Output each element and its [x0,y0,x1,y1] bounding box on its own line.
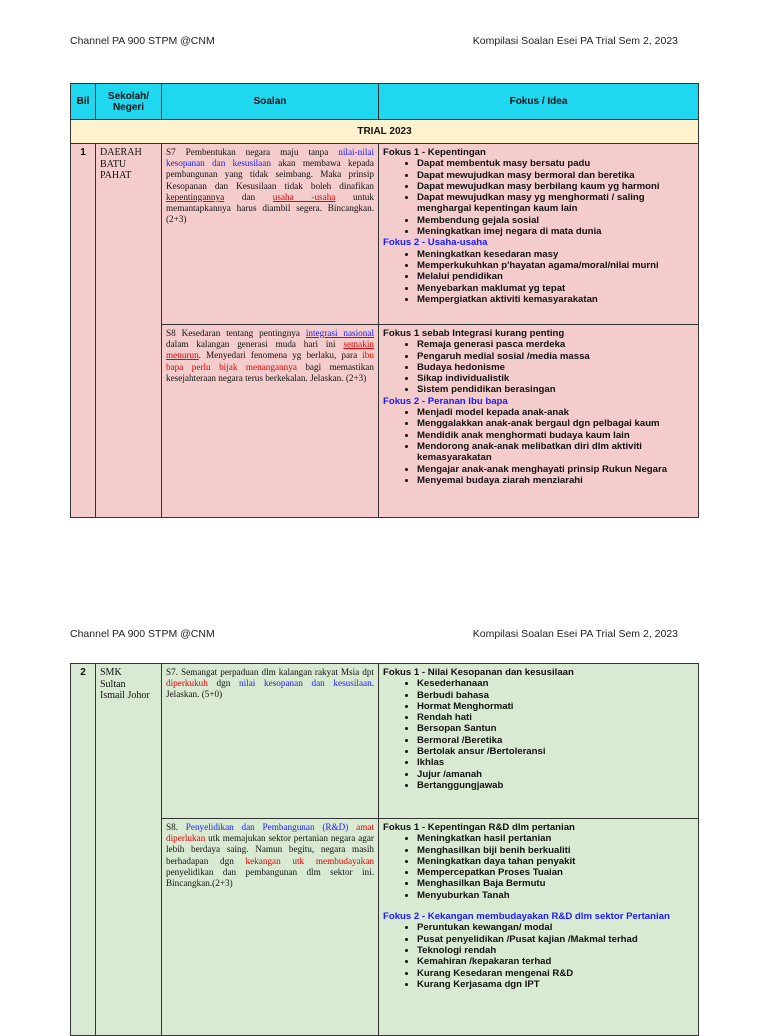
header-bil: Bil [71,84,96,120]
list-item: • Meningkatkan kesedaran masy [417,249,694,260]
fokus-s7 [379,144,699,325]
list-item: • Menjadi model kepada anak-anak [417,407,694,418]
list-item: • Bertanggungjawab [417,780,694,791]
fokus-title: Fokus 1 - Kepentingan [383,147,486,158]
list-item: • Bermoral /Beretika [417,735,694,746]
bil-cell: 2 [71,664,96,1036]
fokus-list [383,678,694,791]
list-item: • Menyemai budaya ziarah menziarahi [417,475,694,486]
school-cell: DAERAH BATU PAHAT [96,144,162,518]
header-sekolah: Sekolah/ Negeri [96,84,162,120]
list-item: • Mendorong anak-anak melibatkan diri dlm aktiviti kemasyarakatan [417,441,694,464]
list-item: • Rendah hati [417,712,694,723]
fokus-list [383,833,694,901]
question-s7: S7. Semangat perpaduan dlm kalangan rakyat Msia dpt diperkukuh dgn nilai kesopanan dan kesusilaan. Jelaskan. (5+0) [162,664,379,819]
list-item: • Mempercepatkan Proses Tuaian [417,867,694,878]
list-item: • Meningkatkan hasil pertanian [417,833,694,844]
list-item: • Menggalakkan anak-anak bergaul dgn pelbagai kaum [417,418,694,429]
bil-cell: 1 [71,144,96,518]
list-item: • Kurang Kesedaran mengenai R&D [417,968,694,979]
list-item: • Melalui pendidikan [417,271,694,282]
list-item: • Jujur /amanah [417,769,694,780]
list-item: • Budaya hedonisme [417,362,694,373]
table-row [71,325,699,518]
fokus-title: Fokus 2 - Kekangan membudayakan R&D dlm sektor Pertanian [383,911,670,923]
list-item: • Kurang Kerjasama dgn IPT [417,979,694,990]
fokus-s7 [379,664,699,819]
list-item: • Bertolak ansur /Bertoleransi [417,746,694,757]
trial-label: TRIAL 2023 [71,120,699,144]
list-item: • Memperkukuhkan p'hayatan agama/moral/nilai murni [417,260,694,271]
list-item: • Menyuburkan Tanah [417,890,694,901]
list-item: • Berbudi bahasa [417,690,694,701]
list-item: • Ikhlas [417,757,694,768]
table-row [71,664,699,819]
list-item: • Mendidik anak menghormati budaya kaum lain [417,430,694,441]
trial-row [71,120,699,144]
list-item: • Mempergiatkan aktiviti kemasyarakatan [417,294,694,305]
question-s7: S7 Pembentukan negara maju tanpa nilai-nilai kesopanan dan kesusilaan akan membawa kepada pembangunan yang tidak seimbang. Maka prinsip Kesopanan dan Kesusilaan tidak boleh dinafikan kepentingannya dan usaha -usaha untuk memantapkannya harus diambil segera. Bincangkan. (2+3) [162,144,379,325]
fokus-s8 [379,325,699,518]
list-item: • Bersopan Santun [417,723,694,734]
fokus-title: Fokus 2 - Peranan Ibu bapa [383,395,508,407]
list-item: • Mengajar anak-anak menghayati prinsip Rukun Negara [417,464,694,475]
header-soalan: Soalan [162,84,379,120]
list-item: • Peruntukan kewangan/ modal [417,922,694,933]
fokus-list [383,339,694,395]
list-item: • Sistem pendidikan berasingan [417,384,694,395]
list-item: • Menghasilkan Baja Bermutu [417,878,694,889]
question-table-2 [70,663,699,1036]
list-item: • Dapat mewujudkan masy bermoral dan beretika [417,170,694,181]
list-item: • Membendung gejala sosial [417,215,694,226]
header-left: Channel PA 900 STPM @CNM [70,628,215,640]
school-cell: SMK Sultan Ismail Johor [96,664,162,1036]
header-right: Kompilasi Soalan Esei PA Trial Sem 2, 2023 [472,35,678,47]
fokus-list [383,158,694,237]
list-item: • Pengaruh medial sosial /media massa [417,351,694,362]
table-header-row [71,84,699,120]
list-item: • Meningkatkan daya tahan penyakit [417,856,694,867]
fokus-s8 [379,819,699,1036]
fokus-list [383,249,694,305]
list-item: • Remaja generasi pasca merdeka [417,339,694,350]
list-item: • Kemahiran /kepakaran terhad [417,956,694,967]
table-row [71,819,699,1036]
list-item: • Kesederhanaan [417,678,694,689]
header-fokus: Fokus / Idea [379,84,699,120]
header-left: Channel PA 900 STPM @CNM [70,35,215,47]
list-item: • Dapat membentuk masy bersatu padu [417,158,694,169]
list-item: • Dapat mewujudkan masy berbilang kaum yg harmoni [417,181,694,192]
question-s8: S8 Kesedaran tentang pentingnya integrasi nasional dalam kalangan generasi muda hari ini semakin menurun. Menyedari fenomena yg berlaku, para ibu bapa perlu bijak menangannya bagi memastikan kesejahteraan negara terus berkekalan. Jelaskan. (2+3) [162,325,379,518]
list-item: • Teknologi rendah [417,945,694,956]
fokus-list [383,407,694,486]
list-item: • Sikap individualistik [417,373,694,384]
question-table-1 [70,83,699,518]
list-item: • Dapat mewujudkan masy yg menghormati / saling menghargai kepentingan kaum lain [417,192,694,215]
list-item: • Hormat Menghormati [417,701,694,712]
question-s8: S8. Penyelidikan dan Pembangunan (R&D) amat diperlukan utk memajukan sektor pertanian negara agar lebih berdaya saing. Namun begitu, negara masih berhadapan dgn kekangan utk membudayakan penyelidikan dan pembangunan dlm sektor ini. Bincangkan.(2+3) [162,819,379,1036]
fokus-title: Fokus 1 - Kepentingan R&D dlm pertanian [383,822,575,833]
fokus-title: Fokus 1 - Nilai Kesopanan dan kesusilaan [383,667,574,678]
list-item: • Meningkatkan imej negara di mata dunia [417,226,694,237]
header-right: Kompilasi Soalan Esei PA Trial Sem 2, 2023 [472,628,678,640]
list-item: • Menyebarkan maklumat yg tepat [417,283,694,294]
fokus-title: Fokus 2 - Usaha-usaha [383,237,488,249]
fokus-title: Fokus 1 sebab Integrasi kurang penting [383,328,565,339]
fokus-list [383,922,694,990]
table-row [71,144,699,325]
list-item: • Menghasilkan biji benih berkualiti [417,845,694,856]
list-item: • Pusat penyelidikan /Pusat kajian /Makmal terhad [417,934,694,945]
